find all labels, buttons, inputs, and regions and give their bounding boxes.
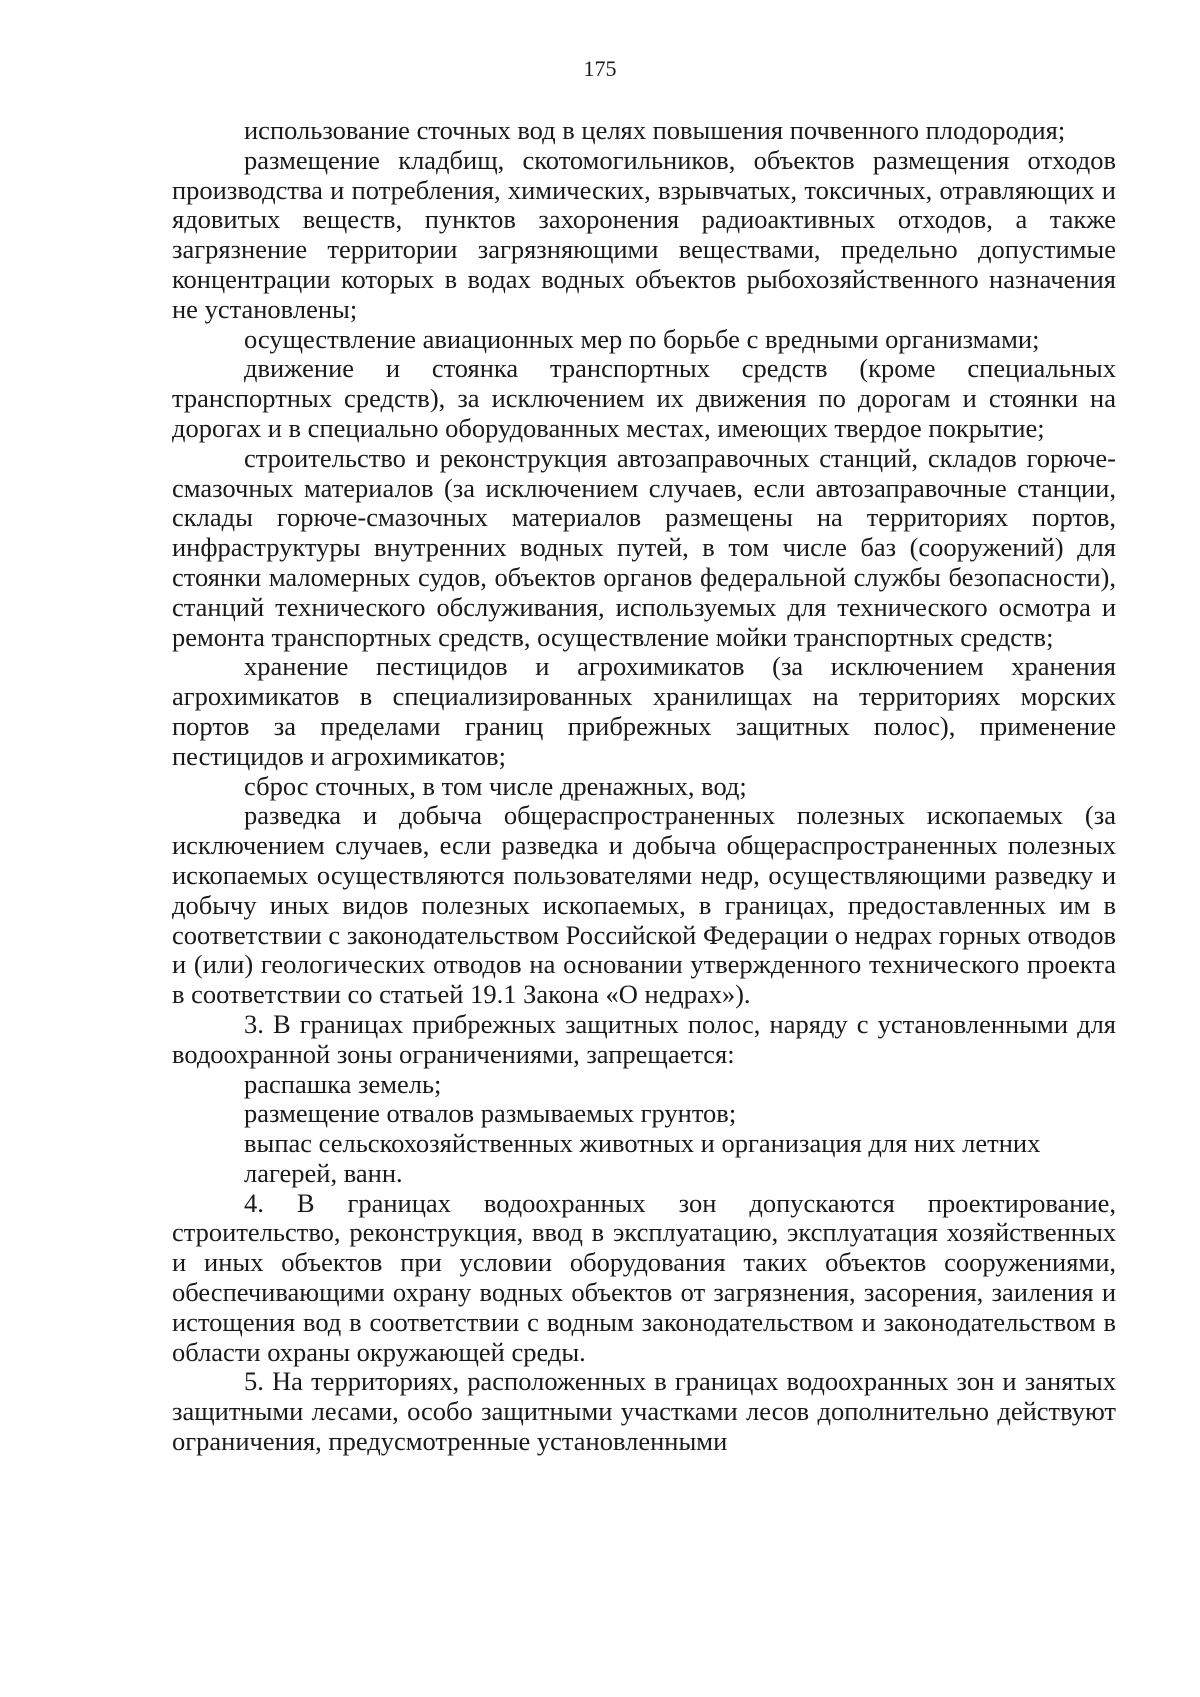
paragraph: размещение кладбищ, скотомогильников, объектов размещения отходов производства и потребления, химических, взрывчатых, токсичных, отравляющих и ядовитых веществ, пунктов захоронения радиоактивных отходов, а также загрязнение территории загрязняющими веществами, предельно допустимые концентрации которых в водах водных объектов рыбохозяйственного назначения не установлены;: [172, 144, 1116, 324]
paragraph: движение и стоянка транспортных средств (кроме специальных транспортных средств), за исключением их движения по дорогам и стоянки на дорогах и в специально оборудованных местах, имеющих твердое покрытие;: [172, 353, 1116, 443]
document-body: [172, 116, 1116, 1457]
paragraph: распашка земель;: [244, 1068, 442, 1099]
page-number: 175: [583, 56, 617, 81]
paragraph: разведка и добыча общераспространенных полезных ископаемых (за исключением случаев, если разведка и добыча общераспространенных полезных ископаемых осуществляются пользователями недр, осуществляющими разведку и добычу иных видов полезных ископаемых, в границах, предоставленных им в соответствии с законодательством Российской Федерации о недрах горных отводов и (или) геологических отводов на основании утвержденного технического проекта в соответствии со статьей 19.1 Закона «О недрах»).: [172, 800, 1116, 1010]
paragraph: 5. На территориях, расположенных в границах водоохранных зон и занятых защитными лесами, особо защитными участками лесов дополнительно действуют ограничения, предусмотренные установленными: [172, 1366, 1116, 1457]
paragraph: выпас сельскохозяйственных животных и организация для них летних лагерей, ванн.: [244, 1128, 1041, 1188]
paragraph: хранение пестицидов и агрохимикатов (за исключением хранения агрохимикатов в специализированных хранилищах на территориях морских портов за пределами границ прибрежных защитных полос), применение пестицидов и агрохимикатов;: [172, 651, 1116, 771]
paragraph: 4. В границах водоохранных зон допускаются проектирование, строительство, реконструкция, ввод в эксплуатацию, эксплуатация хозяйственных и иных объектов при условии оборудования таких объектов сооружениями, обеспечивающими охрану водных объектов от загрязнения, засорения, заиления и истощения вод в соответствии с водным законодательством и законодательством в области охраны окружающей среды.: [172, 1187, 1116, 1367]
paragraph: размещение отвалов размываемых грунтов;: [244, 1098, 737, 1129]
paragraph: 3. В границах прибрежных защитных полос, наряду с установленными для водоохранной зоны ограничениями, запрещается:: [172, 1008, 1116, 1069]
paragraph: сброс сточных, в том числе дренажных, вод;: [244, 770, 747, 801]
paragraph: использование сточных вод в целях повышения почвенного плодородия;: [244, 115, 1066, 145]
paragraph: строительство и реконструкция автозаправочных станций, складов горюче-смазочных материалов (за исключением случаев, если автозаправочные станции, склады горюче-смазочных материалов размещены на территориях портов, инфраструктуры внутренних водных путей, в том числе баз (сооружений) для стоянки маломерных судов, объектов органов федеральной службы безопасности), станций технического обслуживания, используемых для технического осмотра и ремонта транспортных средств, осуществление мойки транспортных средств;: [172, 442, 1116, 652]
paragraph: осуществление авиационных мер по борьбе с вредными организмами;: [244, 323, 1040, 354]
